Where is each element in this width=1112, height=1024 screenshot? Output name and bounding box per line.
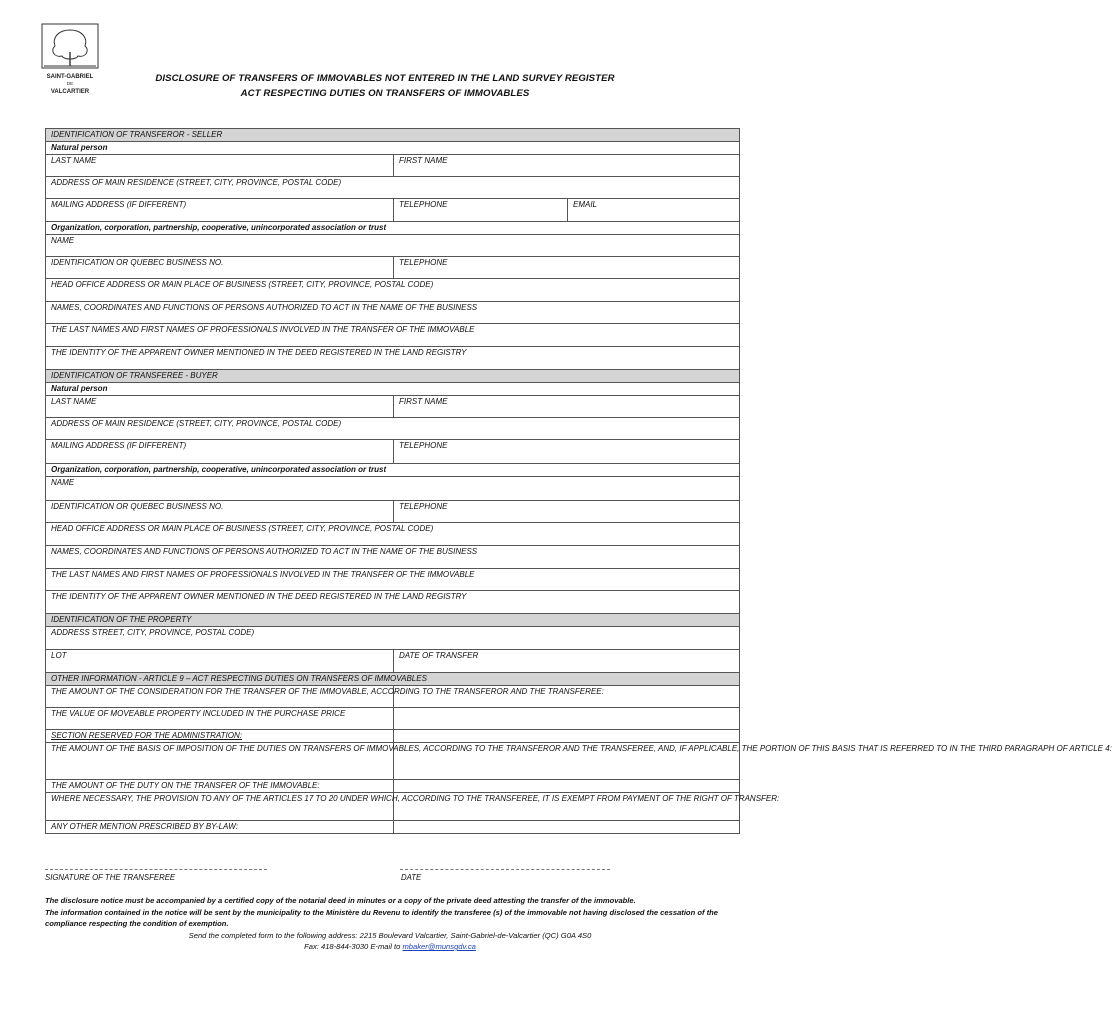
signature-line[interactable] xyxy=(45,869,267,870)
buyer-first-name-field[interactable]: FIRST NAME xyxy=(394,396,740,418)
duty-amount-field[interactable] xyxy=(394,780,740,793)
buyer-authorized-persons-field[interactable]: NAMES, COORDINATES AND FUNCTIONS OF PERSONS AUTHORIZED TO ACT IN THE NAME OF THE BUSINESS xyxy=(46,546,740,569)
property-date-of-transfer-field[interactable]: DATE OF TRANSFER xyxy=(394,650,740,673)
seller-first-name-field[interactable]: FIRST NAME xyxy=(394,155,740,177)
buyer-natural-person-label: Natural person xyxy=(46,383,740,396)
seller-section-heading: IDENTIFICATION OF TRANSFEROR - SELLER xyxy=(46,129,740,142)
other-mention-field[interactable] xyxy=(394,821,740,834)
footer-notes xyxy=(45,895,735,953)
other-mention-label: ANY OTHER MENTION PRESCRIBED BY BY-LAW: xyxy=(46,821,394,834)
document-title: DISCLOSURE OF TRANSFERS OF IMMOVABLES NOT ENTERED IN THE LAND SURVEY REGISTER xyxy=(155,73,615,84)
duty-amount-label: THE AMOUNT OF THE DUTY ON THE TRANSFER OF THE IMMOVABLE: xyxy=(46,780,394,793)
seller-org-name-field[interactable]: NAME xyxy=(46,235,740,257)
municipality-logo xyxy=(40,22,100,98)
consideration-amount-label: THE AMOUNT OF THE CONSIDERATION FOR THE TRANSFER OF THE IMMOVABLE, ACCORDING TO THE TRANSFEROR AND THE TRANSFEREE: xyxy=(46,686,394,708)
buyer-apparent-owner-field[interactable]: THE IDENTITY OF THE APPARENT OWNER MENTIONED IN THE DEED REGISTERED IN THE LAND REGISTRY xyxy=(46,591,740,614)
moveable-property-label: THE VALUE OF MOVEABLE PROPERTY INCLUDED IN THE PURCHASE PRICE xyxy=(46,708,394,730)
buyer-head-office-field[interactable]: HEAD OFFICE ADDRESS OR MAIN PLACE OF BUSINESS (STREET, CITY, PROVINCE, POSTAL CODE) xyxy=(46,523,740,546)
buyer-telephone-field[interactable]: TELEPHONE xyxy=(394,440,740,464)
seller-natural-person-label: Natural person xyxy=(46,142,740,155)
seller-apparent-owner-field[interactable]: THE IDENTITY OF THE APPARENT OWNER MENTIONED IN THE DEED REGISTERED IN THE LAND REGISTRY xyxy=(46,347,740,370)
seller-professionals-field[interactable]: THE LAST NAMES AND FIRST NAMES OF PROFESSIONALS INVOLVED IN THE TRANSFER OF THE IMMOVABLE xyxy=(46,324,740,347)
email-link[interactable]: mbaker@munsgdv.ca xyxy=(402,942,476,951)
svg-text:DE: DE xyxy=(66,81,74,86)
date-label: DATE xyxy=(401,873,422,882)
disclosure-form xyxy=(45,128,1112,834)
seller-telephone-field[interactable]: TELEPHONE xyxy=(394,199,568,222)
fax-email-text: Fax: 418-844-3030 E-mail to xyxy=(304,942,401,951)
signature-label: SIGNATURE OF THE TRANSFEREE xyxy=(45,873,176,882)
document-subtitle: ACT RESPECTING DUTIES ON TRANSFERS OF IMMOVABLES xyxy=(240,88,530,99)
seller-head-office-field[interactable]: HEAD OFFICE ADDRESS OR MAIN PLACE OF BUSINESS (STREET, CITY, PROVINCE, POSTAL CODE) xyxy=(46,279,740,302)
other-info-section-heading: OTHER INFORMATION - ARTICLE 9 – ACT RESPECTING DUTIES ON TRANSFERS OF IMMOVABLES xyxy=(46,673,740,686)
seller-authorized-persons-field[interactable]: NAMES, COORDINATES AND FUNCTIONS OF PERSONS AUTHORIZED TO ACT IN THE NAME OF THE BUSINESS xyxy=(46,302,740,324)
property-lot-field[interactable]: LOT xyxy=(46,650,394,673)
buyer-org-name-field[interactable]: NAME xyxy=(46,477,740,501)
buyer-last-name-field[interactable]: LAST NAME xyxy=(46,396,394,418)
admin-section-label: SECTION RESERVED FOR THE ADMINISTRATION: xyxy=(46,730,394,743)
exemption-label: WHERE NECESSARY, THE PROVISION TO ANY OF THE ARTICLES 17 TO 20 UNDER WHICH, ACCORDING TO THE TRANSFEREE, IT IS EXEMPT FROM PAYMENT OF THE RIGHT OF TRANSFER: xyxy=(46,793,394,821)
buyer-organization-label: Organization, corporation, partnership, cooperative, unincorporated association or trust xyxy=(46,464,740,477)
seller-last-name-field[interactable]: LAST NAME xyxy=(46,155,394,177)
svg-text:VALCARTIER: VALCARTIER xyxy=(50,89,90,95)
moveable-property-field[interactable] xyxy=(394,708,740,730)
seller-email-field[interactable]: EMAIL xyxy=(568,199,740,222)
buyer-org-telephone-field[interactable]: TELEPHONE xyxy=(394,501,740,523)
seller-organization-label: Organization, corporation, partnership, cooperative, unincorporated association or trust xyxy=(46,222,740,235)
property-address-field[interactable]: ADDRESS STREET, CITY, PROVINCE, POSTAL CODE) xyxy=(46,627,740,650)
seller-main-residence-field[interactable]: ADDRESS OF MAIN RESIDENCE (STREET, CITY, PROVINCE, POSTAL CODE) xyxy=(46,177,740,199)
ministry-notice: The information contained in the notice will be sent by the municipality to the Ministère du Revenu to identify the transferee (s) of the immovable not having disclosed the cessation of the compliance respecting the condition of exemption. xyxy=(45,907,718,928)
contact-line xyxy=(45,941,735,953)
seller-mailing-address-field[interactable]: MAILING ADDRESS (IF DIFFERENT) xyxy=(46,199,394,222)
basis-amount-label: THE AMOUNT OF THE BASIS OF IMPOSITION OF THE DUTIES ON TRANSFERS OF IMMOVABLES, ACCORDING TO THE TRANSFEROR AND THE TRANSFEREE, AND, IF APPLICABLE, THE PORTION OF THIS BASIS THAT IS REFERRED TO IN THE THIRD PARAGRAPH OF ARTICLE 4: xyxy=(46,743,394,780)
buyer-mailing-address-field[interactable]: MAILING ADDRESS (IF DIFFERENT) xyxy=(46,440,394,464)
certified-copy-notice: The disclosure notice must be accompanied by a certified copy of the notarial deed in minutes or a copy of the private deed attesting the transfer of the immovable. xyxy=(45,896,636,905)
send-to-address: Send the completed form to the following address: 2215 Boulevard Valcartier, Saint-Gabriel-de-Valcartier (QC) G0A 4S0 xyxy=(188,930,592,940)
buyer-professionals-field[interactable]: THE LAST NAMES AND FIRST NAMES OF PROFESSIONALS INVOLVED IN THE TRANSFER OF THE IMMOVABLE xyxy=(46,569,740,591)
property-section-heading: IDENTIFICATION OF THE PROPERTY xyxy=(46,614,740,627)
svg-text:SAINT-GABRIEL: SAINT-GABRIEL xyxy=(46,74,94,80)
seller-org-telephone-field[interactable]: TELEPHONE xyxy=(394,257,740,279)
date-line[interactable] xyxy=(400,869,610,870)
buyer-main-residence-field[interactable]: ADDRESS OF MAIN RESIDENCE (STREET, CITY, PROVINCE, POSTAL CODE) xyxy=(46,418,740,440)
buyer-quebec-business-no-field[interactable]: IDENTIFICATION OR QUEBEC BUSINESS NO. xyxy=(46,501,394,523)
admin-section-field xyxy=(394,730,740,743)
buyer-section-heading: IDENTIFICATION OF TRANSFEREE - BUYER xyxy=(46,370,740,383)
seller-quebec-business-no-field[interactable]: IDENTIFICATION OR QUEBEC BUSINESS NO. xyxy=(46,257,394,279)
